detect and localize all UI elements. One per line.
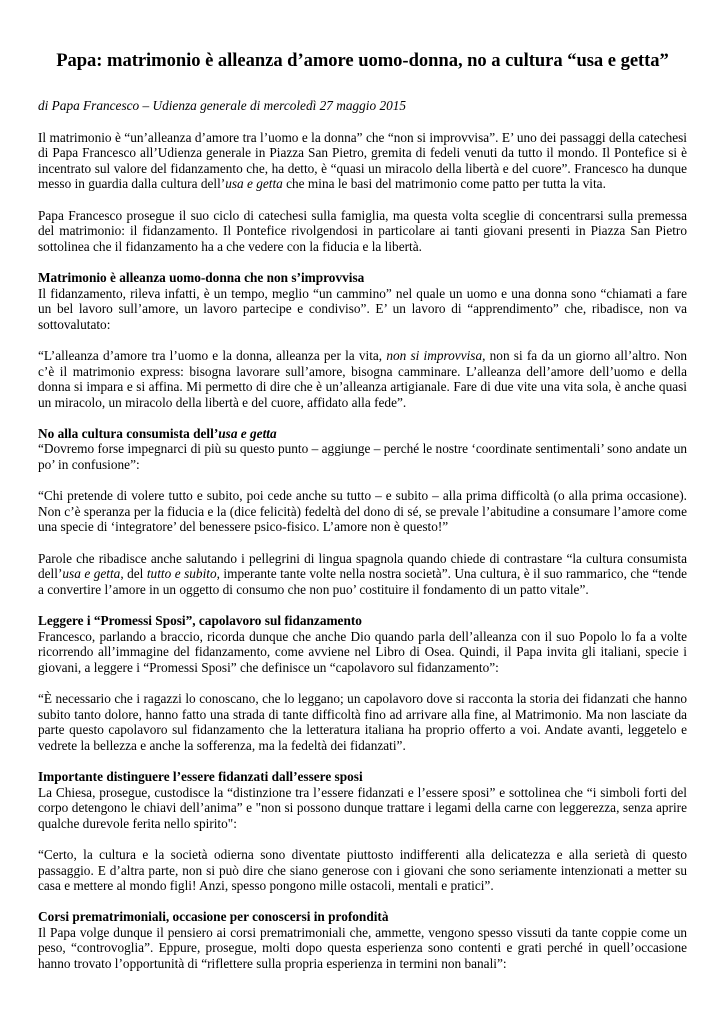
paragraph-7 (38, 551, 687, 598)
text-span: “L’alleanza d’amore tra l’uomo e la donna, alleanza per la vita, (38, 347, 387, 363)
text-span: Parole che ribadisce anche salutando i pellegrini di lingua spagnola quando chiede di contrastare “la cultura consumista dell’ (38, 550, 687, 582)
paragraph-3: Il fidanzamento, rileva infatti, è un tempo, meglio “un cammino” nel quale un uomo e una donna sono “chiamati a fare un bel lavoro sull’amore, un lavoro partecipe e condiviso”. E’ un lavoro di “apprendimento” che, ribadisce, non va sottovalutato: (38, 285, 687, 332)
document-page (38, 50, 687, 987)
text-span: Il matrimonio è “un’alleanza d’amore tra l’uomo e la donna” che “non si improvvisa”. E’ uno dei passaggi della catechesi di Papa Francesco all’Udienza generale in Piazza San Pietro, gremita di fedeli venuti da tutto il mondo. Il Pontefice si è incentrato sul valore del fidanzamento che, ha detto, è “quasi un miracolo della libertà e del cuore”. Francesco ha dunque messo in guardia dalla cultura dell’ (38, 129, 687, 192)
text-span: , non si fa da un giorno all’altro. Non c’è il matrimonio express: bisogna lavorare sull’amore, bisogna camminare. L’alleanza dell’amore dell’uomo e della donna si impara e si affina. Mi permetto di dire che è un’alleanza artigianale. Fare di due vite una vita sola, è anche quasi un miracolo, un miracolo della libertà e del cuore, affidato alla fede”. (38, 347, 687, 410)
section-heading-4: Importante distinguere l’essere fidanzati dall’essere sposi (38, 768, 363, 784)
section-heading-2 (38, 426, 687, 442)
section-heading-1: Matrimonio è alleanza uomo-donna che non s’improvvisa (38, 269, 365, 285)
quote-paragraph-1 (38, 348, 687, 410)
article-title: Papa: matrimonio è alleanza d’amore uomo-donna, no a cultura “usa e getta” (56, 50, 669, 71)
quote-paragraph-3: “È necessario che i ragazzi lo conoscano, che lo leggano; un capolavoro dove si racconta la storia dei fidanzati che hanno subito tanto dolore, hanno fatto una strada di tante difficoltà fino ad arrivare alla fine, al Matrimonio. Ma non lasciate da parte questo capolavoro sul fidanzamento che la letteratura italiana ha proprio offerto a voi. Andate avanti, leggetelo e vedrete la bellezza e anche la sofferenza, ma la fedeltà dei fidanzati”. (38, 690, 687, 753)
paragraph-5: “Dovremo forse impegnarci di più su questo punto – aggiunge – perché le nostre ‘coordinate sentimentali’ sono andate un po’ in confusione”: (38, 441, 687, 473)
text-span: che mina le basi del matrimonio come patto per tutta la vita. (282, 176, 606, 192)
text-span: , del (120, 566, 147, 582)
heading-text: No alla cultura consumista dell’ (38, 425, 219, 441)
emphasis-text: usa e getta (62, 566, 121, 582)
emphasis-text: tutto e subito (146, 566, 217, 582)
paragraph-2: Papa Francesco prosegue il suo ciclo di catechesi sulla famiglia, ma questa volta sceglie di concentrarsi sulla premessa del matrimonio: il fidanzamento. Il Pontefice rivolgendosi in particolare ai tanti giovani presenti in Piazza San Pietro sottolinea che il fidanzamento ha a che vedere con la fiducia e la libertà. (38, 207, 687, 254)
quote-paragraph-4: “Certo, la cultura e la società odierna sono diventate piuttosto indifferenti alla delicatezza e alla serietà di questo passaggio. E d’altra parte, non si può dire che siano generose con i giovani che sono seriamente intenzionati a metter su casa e mettere al mondo figli! Anzi, spesso pongono mille ostacoli, mentali e pratici”. (38, 846, 687, 894)
article-byline: di Papa Francesco – Udienza generale di mercoledì 27 maggio 2015 (38, 98, 407, 113)
paragraph-10: La Chiesa, prosegue, custodisce la “distinzione tra l’essere fidanzati e l’essere sposi” e sottolinea che “i simboli forti del corpo detengono le chiavi dell’anima” e "non si possono dunque trattare i legami della carne con leggerezza, senza aprire qualche durevole ferita nello spirito": (38, 784, 687, 831)
emphasis-text: usa e getta (225, 176, 283, 192)
text-span: , imperante tante volte nella nostra società”. Una cultura, è il suo rammarico, che “tende a convertire l’amore in un oggetto di consumo che non puo’ costituire il fondamento di un patto vitale”. (38, 566, 688, 597)
section-heading-5: Corsi prematrimoniali, occasione per conoscersi in profondità (38, 909, 389, 925)
section-heading-3: Leggere i “Promessi Sposi”, capolavoro sul fidanzamento (38, 613, 362, 628)
paragraph-intro (38, 130, 687, 192)
quote-paragraph-2: “Chi pretende di volere tutto e subito, poi cede anche su tutto – e subito – alla prima difficoltà (o alla prima occasione). Non c’è speranza per la fiducia e la (dice felicità) fedeltà del dono di sé, se prevale l’abitudine a consumare l’amore come una specie di ‘integratore’ del benessere psico-fisico. L’amore non è questo!” (38, 488, 687, 535)
heading-emphasis: usa e getta (218, 425, 277, 441)
paragraph-8: Francesco, parlando a braccio, ricorda dunque che anche Dio quando parla dell’alleanza con il suo Popolo lo fa a volte ricorrendo all’immagine del fidanzamento, come avviene nel Libro di Osea. Quindi, il Papa invita gli italiani, specie i giovani, a leggere i “Promessi Sposi” che definisce un “capolavoro sul fidanzamento”: (38, 628, 687, 675)
paragraph-12: Il Papa volge dunque il pensiero ai corsi prematrimoniali che, ammette, vengono spesso vissuti da tante coppie come un peso, “controvoglia”. Eppure, prosegue, molti dopo questa esperienza sono contenti e grati perché in quell’occasione hanno trovato l’opportunità di “riflettere sulla propria esperienza in termini non banali”: (38, 924, 687, 972)
emphasis-text: non si improvvisa (386, 347, 483, 363)
